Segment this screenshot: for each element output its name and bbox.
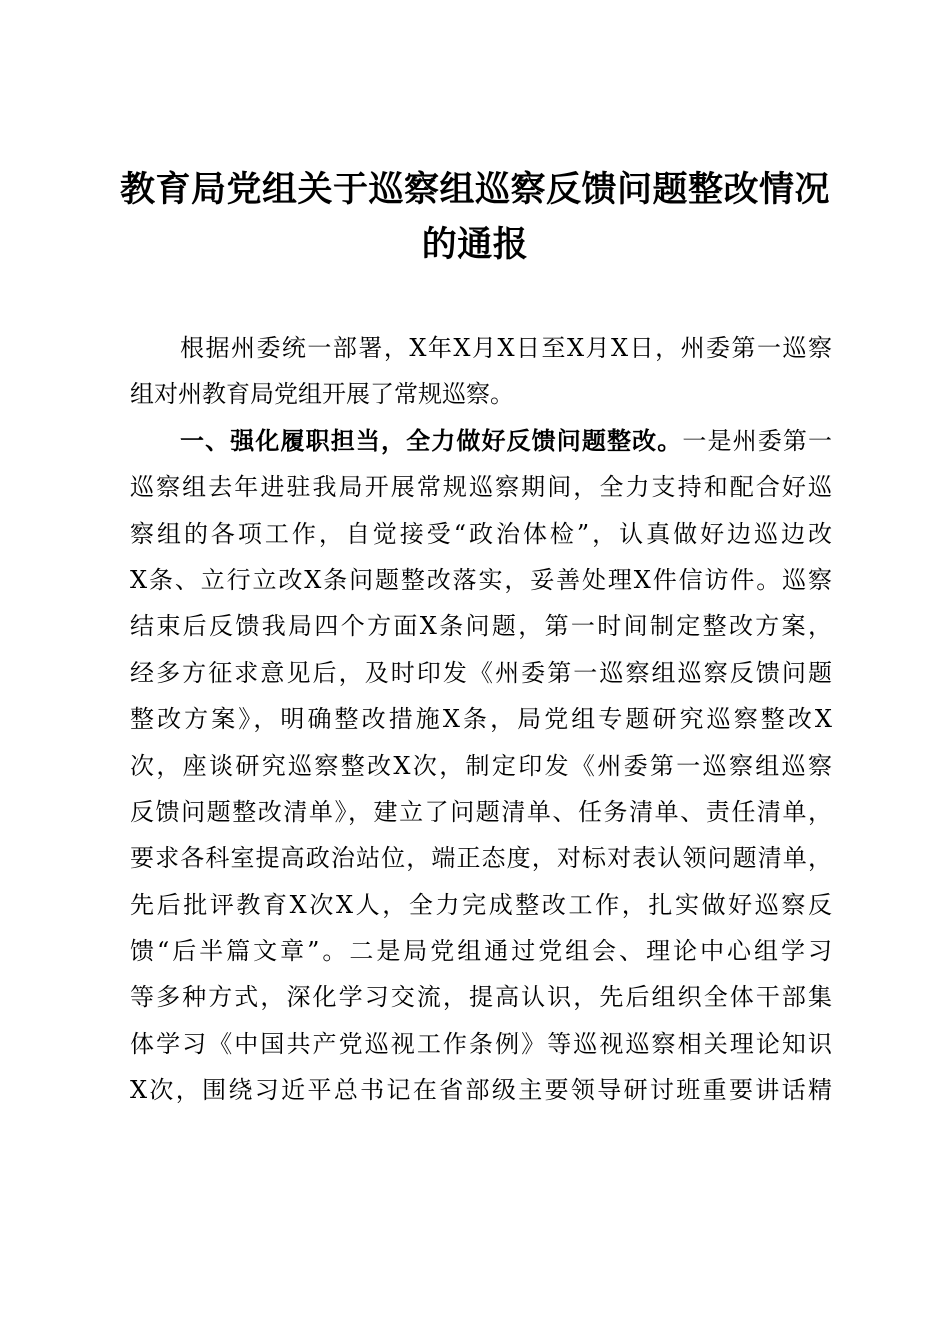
text-line: 先后批评教育X次X人，全力完成整改工作，扎实做好巡察反 [130, 890, 832, 919]
text-line: 巡察组去年进驻我局开展常规巡察期间，全力支持和配合好巡 [130, 473, 832, 502]
text-line: 经多方征求意见后，及时印发《州委第一巡察组巡察反馈问题 [130, 658, 832, 687]
section-heading-line [130, 418, 832, 464]
text-line: 等多种方式，深化学习交流，提高认识，先后组织全体干部集 [130, 983, 832, 1012]
text-line: X次，围绕习近平总书记在省部级主要领导研讨班重要讲话精 [130, 1076, 832, 1105]
text-line: 整改方案》，明确整改措施X条，局党组专题研究巡察整改X [130, 705, 832, 734]
text-line: 馈“后半篇文章”。二是局党组通过党组会、理论中心组学习 [130, 937, 832, 966]
text-line: 反馈问题整改清单》，建立了问题清单、任务清单、责任清单， [130, 797, 832, 826]
text-line: 根据州委统一部署，X年X月X日至X月X日，州委第一巡察 [180, 334, 832, 362]
title-line-1: 教育局党组关于巡察组巡察反馈问题整改情况 [119, 169, 830, 210]
text-line: 结束后反馈我局四个方面X条问题，第一时间制定整改方案， [130, 612, 832, 641]
intro-paragraph [130, 325, 832, 418]
text-line: X条、立行立改X条问题整改落实，妥善处理X件信访件。巡察 [130, 565, 832, 594]
document-body [130, 325, 832, 1114]
document-title [100, 162, 850, 272]
text-line: 要求各科室提高政治站位，端正态度，对标对表认领问题清单， [130, 844, 832, 873]
text-line: 次，座谈研究巡察整改X次，制定印发《州委第一巡察组巡察 [130, 751, 832, 780]
text-line: 体学习《中国共产党巡视工作条例》等巡视巡察相关理论知识 [130, 1029, 832, 1058]
section-heading: 一、强化履职担当，全力做好反馈问题整改。 [180, 426, 683, 455]
section-1-paragraph [130, 418, 832, 1114]
title-line-2: 的通报 [421, 224, 529, 265]
text-line: 组对州教育局党组开展了常规巡察。 [130, 380, 514, 409]
text-run: 一是州委第一 [682, 426, 833, 455]
text-line: 察组的各项工作，自觉接受“政治体检”，认真做好边巡边改 [130, 519, 832, 548]
